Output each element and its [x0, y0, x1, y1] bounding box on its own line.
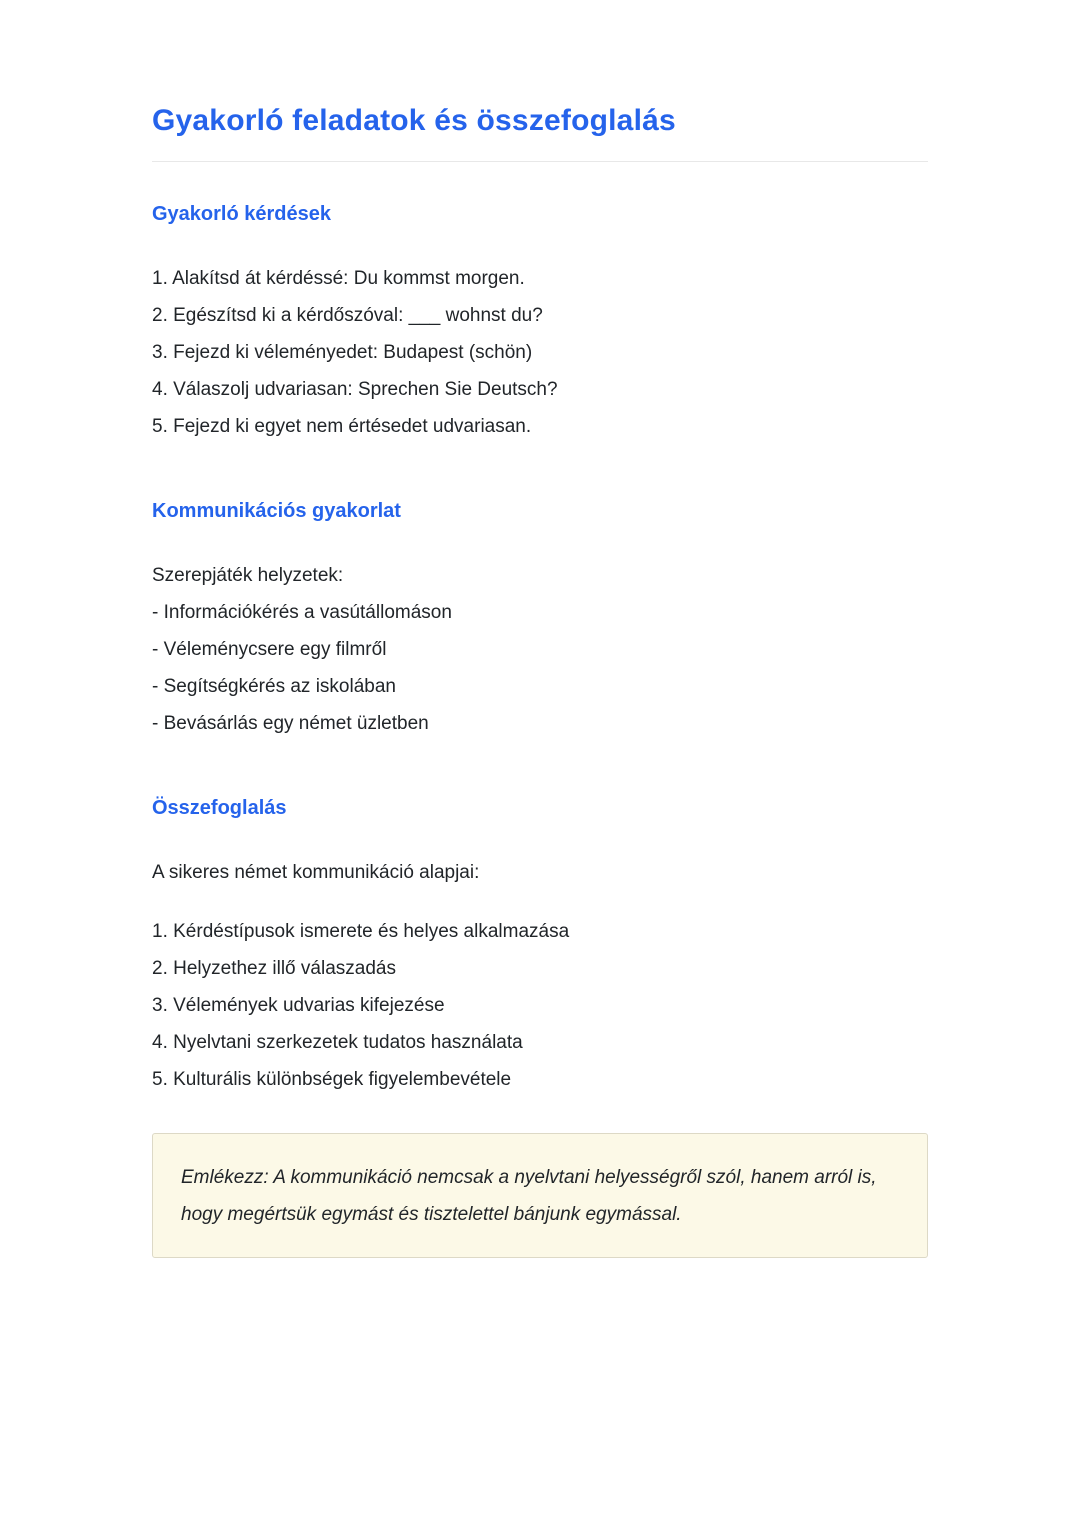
list-item: 4. Válaszolj udvariasan: Sprechen Sie Deutsch?	[152, 379, 558, 400]
section-heading-gyakorlo-kerdesek: Gyakorló kérdések	[152, 203, 331, 225]
list-item: 4. Nyelvtani szerkezetek tudatos használata	[152, 1032, 523, 1053]
section-kommunikacios-gyakorlat	[152, 499, 928, 742]
list-item: 2. Egészítsd ki a kérdőszóval: ___ wohnst du?	[152, 305, 543, 326]
list-item: 3. Vélemények udvarias kifejezése	[152, 995, 445, 1016]
numbered-list-practice-questions	[152, 260, 928, 445]
list-intro: Szerepjáték helyzetek:	[152, 565, 344, 586]
list-item: 2. Helyzethez illő válaszadás	[152, 958, 396, 979]
summary-intro: A sikeres német kommunikáció alapjai:	[152, 862, 480, 883]
list-item: - Segítségkérés az iskolában	[152, 676, 396, 697]
list-item: - Bevásárlás egy német üzletben	[152, 713, 429, 734]
section-gyakorlo-kerdesek	[152, 202, 928, 445]
callout-note	[152, 1133, 928, 1258]
roleplay-list	[152, 557, 928, 742]
content-column	[152, 102, 928, 1258]
numbered-list-summary	[152, 913, 928, 1098]
callout-text: Emlékezz: A kommunikáció nemcsak a nyelvtani helyességről szól, hanem arról is, hogy megértsük egymást és tisztelettel bánjunk egymással.	[181, 1167, 877, 1225]
list-item: - Véleménycsere egy filmről	[152, 639, 387, 660]
list-item: 1. Alakítsd át kérdéssé: Du kommst morgen.	[152, 268, 525, 289]
list-item: 5. Fejezd ki egyet nem értésedet udvariasan.	[152, 416, 532, 437]
page-title: Gyakorló feladatok és összefoglalás	[152, 104, 676, 137]
section-heading-osszefoglalas: Összefoglalás	[152, 797, 287, 819]
list-item: 1. Kérdéstípusok ismerete és helyes alkalmazása	[152, 921, 570, 942]
list-item: 3. Fejezd ki véleményedet: Budapest (schön)	[152, 342, 533, 363]
list-item: 5. Kulturális különbségek figyelembevétele	[152, 1069, 512, 1090]
list-item: - Információkérés a vasútállomáson	[152, 602, 452, 623]
section-heading-kommunikacios-gyakorlat: Kommunikációs gyakorlat	[152, 500, 401, 522]
title-divider	[152, 161, 928, 162]
section-osszefoglalas	[152, 796, 928, 1098]
